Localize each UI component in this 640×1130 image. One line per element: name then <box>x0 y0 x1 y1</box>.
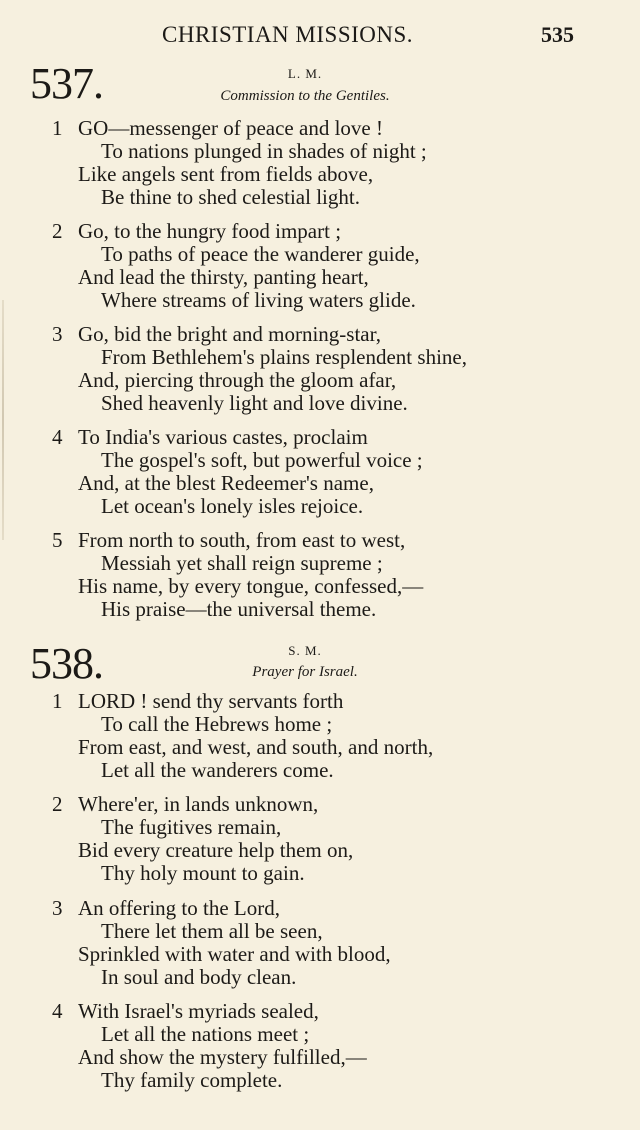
page-number: 535 <box>541 22 574 47</box>
stanza-number: 2 <box>52 219 63 243</box>
stanza-number: 3 <box>52 322 63 346</box>
verse-line: To nations plunged in shades of night ; <box>101 139 427 163</box>
verse-line: In soul and body clean. <box>101 965 297 989</box>
stanza-number: 1 <box>52 689 63 713</box>
verse-line: And lead the thirsty, panting heart, <box>78 265 369 289</box>
verse-line: With Israel's myriads sealed, <box>78 999 319 1023</box>
verse-line: To India's various castes, proclaim <box>78 425 368 449</box>
verse-line: From north to south, from east to west, <box>78 528 406 552</box>
verse-line: To paths of peace the wanderer guide, <box>101 242 420 266</box>
verse-line: Bid every creature help them on, <box>78 838 354 862</box>
page-gutter-shadow <box>2 300 4 540</box>
hymn-subject: Prayer for Israel. <box>252 664 358 680</box>
hymn-subject: Commission to the Gentiles. <box>220 88 390 104</box>
verse-line: Let ocean's lonely isles rejoice. <box>101 494 364 518</box>
verse-line: There let them all be seen, <box>101 919 323 943</box>
verse-line: And, at the blest Redeemer's name, <box>78 471 374 495</box>
stanza-number: 2 <box>52 792 63 816</box>
verse-line: Like angels sent from fields above, <box>78 162 374 186</box>
verse-line: His praise—the universal theme. <box>101 597 377 621</box>
verse-line: From east, and west, and south, and north, <box>78 735 434 759</box>
verse-line: Thy family complete. <box>101 1068 283 1092</box>
verse-line: Go, to the hungry food impart ; <box>78 219 342 243</box>
verse-line: Shed heavenly light and love divine. <box>101 391 408 415</box>
verse-line: His name, by every tongue, confessed,— <box>78 574 424 598</box>
verse-line: Be thine to shed celestial light. <box>101 185 360 209</box>
verse-line: Where'er, in lands unknown, <box>78 792 319 816</box>
hymn-meter: L. M. <box>287 66 323 81</box>
verse-line: Go, bid the bright and morning-star, <box>78 322 382 346</box>
stanza-number: 3 <box>52 896 63 920</box>
verse-line: And show the mystery fulfilled,— <box>78 1045 367 1069</box>
verse-line: The gospel's soft, but powerful voice ; <box>101 448 423 472</box>
stanza-number: 1 <box>52 116 63 140</box>
stanza-number: 4 <box>52 999 63 1023</box>
running-title: CHRISTIAN MISSIONS. <box>162 22 414 47</box>
verse-line: Let all the nations meet ; <box>101 1022 310 1046</box>
verse-line: Let all the wanderers come. <box>101 758 334 782</box>
verse-line: Where streams of living waters glide. <box>101 288 416 312</box>
hymn-meter: S. M. <box>288 643 322 658</box>
verse-line: GO—messenger of peace and love ! <box>78 116 383 140</box>
verse-line: Messiah yet shall reign supreme ; <box>101 551 383 575</box>
page-header <box>0 22 640 52</box>
verse-line: An offering to the Lord, <box>78 896 280 920</box>
verse-line: Thy holy mount to gain. <box>101 861 305 885</box>
verse-line: Sprinkled with water and with blood, <box>78 942 391 966</box>
verse-line: The fugitives remain, <box>101 815 282 839</box>
stanza-number: 5 <box>52 528 63 552</box>
hymn-number: 537. <box>30 59 103 108</box>
stanza-number: 4 <box>52 425 63 449</box>
hymn-number: 538. <box>30 639 103 688</box>
verse-line: And, piercing through the gloom afar, <box>78 368 397 392</box>
verse-line: From Bethlehem's plains resplendent shine, <box>101 345 467 369</box>
verse-line: To call the Hebrews home ; <box>101 712 333 736</box>
verse-line: LORD ! send thy servants forth <box>78 689 344 713</box>
